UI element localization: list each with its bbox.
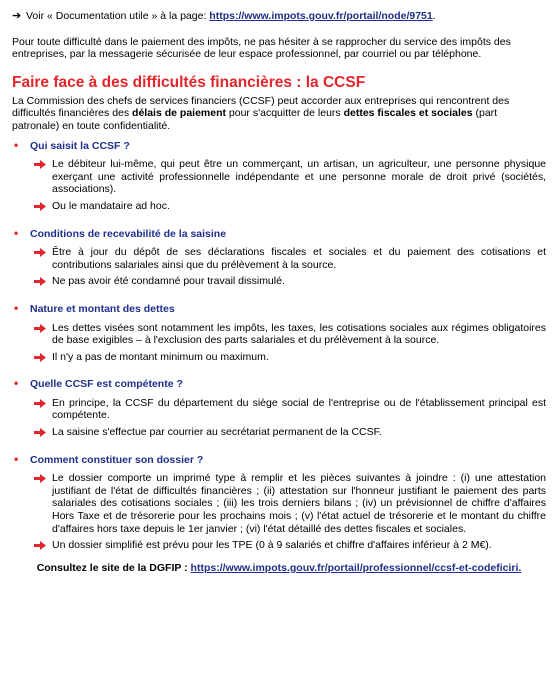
list-item-text: Un dossier simplifié est prévu pour les TPE (0 à 9 salariés et chiffre d'affaires inférieur à 2 M€). bbox=[52, 539, 492, 552]
bullet-icon: • bbox=[14, 451, 19, 466]
list-item-text: Être à jour du dépôt de ses déclarations fiscales et sociales et du paiement des cotisations et contributions salariales ainsi que du prélèvement à la source. bbox=[52, 246, 546, 271]
section-dossier bbox=[12, 453, 546, 552]
list-item bbox=[34, 200, 546, 213]
section-title: Qui saisit la CCSF ? bbox=[30, 139, 130, 152]
list-item-text: Il n'y a pas de montant minimum ou maximum. bbox=[52, 350, 269, 363]
section-items bbox=[34, 246, 546, 288]
red-arrow-icon bbox=[34, 275, 52, 286]
section-title-row bbox=[12, 302, 546, 316]
bullet-icon: • bbox=[14, 300, 19, 315]
list-item bbox=[34, 246, 546, 271]
documentation-line bbox=[12, 10, 546, 23]
arrow-right-icon: ➔ bbox=[12, 10, 22, 22]
section-ccsf-competente bbox=[12, 377, 546, 438]
section-title-row bbox=[12, 227, 546, 241]
list-item-text: Ou le mandataire ad hoc. bbox=[52, 199, 170, 212]
lead-paragraph bbox=[12, 95, 546, 133]
intro-paragraph: Pour toute difficulté dans le paiement des impôts, ne pas hésiter à se rapprocher du service des impôts des entreprises, par la messagerie sécurisée de leur espace professionnel, par courriel ou par téléphone. bbox=[12, 35, 511, 61]
section-title-row bbox=[12, 377, 546, 391]
lead-text-1: La Commission des chefs de services financiers (CCSF) peut accorder aux entreprises qui rencontrent des difficultés financières des bbox=[12, 94, 510, 120]
list-item-text: En principe, la CCSF du département du siège social de l'entreprise ou de l'établissement principal est compétente. bbox=[52, 396, 546, 422]
footer-link[interactable]: https://www.impots.gouv.fr/portail/professionnel/ccsf-et-codeficiri. bbox=[190, 561, 522, 574]
list-item-text: Le dossier comporte un imprimé type à remplir et les pièces suivantes à joindre : (i) une attestation justifiant de l'état de difficultés financières ; (ii) attestation sur l'honneur justifiant le paiement des parts salariales des cotisations sociales ; (iii) les trois derniers bilans ; (iv) un prévisionnel de chiffre d'affaires Hors Taxe et de trésorerie pour les prochains mois ; (v) l'état actuel de trésorerie et le montant du chiffre d'affaires hors taxe depuis le 1er janvier ; (vi) l'état détaillé des dettes fiscales et sociales. bbox=[52, 472, 546, 535]
section-qui-saisit bbox=[12, 139, 546, 213]
section-items bbox=[34, 397, 546, 439]
section-title: Conditions de recevabilité de la saisine bbox=[30, 227, 227, 240]
documentation-suffix: . bbox=[432, 10, 436, 22]
red-arrow-icon bbox=[34, 158, 52, 169]
section-title: Quelle CCSF est compétente ? bbox=[30, 378, 183, 391]
red-arrow-icon bbox=[34, 246, 52, 257]
lead-text-3: (part patronale) en toute confidentialité. bbox=[12, 107, 498, 132]
lead-bold-1: délais de paiement bbox=[132, 107, 226, 120]
section-items bbox=[34, 158, 546, 212]
list-item bbox=[34, 275, 546, 288]
section-items bbox=[34, 322, 546, 364]
list-item bbox=[34, 539, 546, 552]
list-item bbox=[34, 397, 546, 422]
list-item-text: La saisine s'effectue par courrier au secrétariat permanent de la CCSF. bbox=[52, 426, 382, 439]
list-item-text: Les dettes visées sont notamment les impôts, les taxes, les cotisations sociales aux régimes obligatoires de base exigibles – à l'exclusion des parts salariales et du prélèvement à la source. bbox=[52, 321, 546, 347]
red-arrow-icon bbox=[34, 539, 52, 550]
page-heading: Faire face à des difficultés financières : la CCSF bbox=[12, 73, 366, 91]
lead-text-2: pour s'acquitter de leurs bbox=[226, 107, 344, 120]
section-nature-dettes bbox=[12, 302, 546, 363]
list-item-text: Ne pas avoir été condamné pour travail dissimulé. bbox=[52, 275, 285, 288]
bullet-icon: • bbox=[14, 225, 19, 240]
section-items bbox=[34, 472, 546, 552]
footer-label: Consultez le site de la DGFIP : bbox=[36, 561, 191, 574]
list-item-text: Le débiteur lui-même, qui peut être un commerçant, un artisan, un agriculteur, une personne physique exerçant une activité professionnelle indépendante et une personne morale de droit privé (sociétés, associations). bbox=[52, 158, 546, 196]
list-item bbox=[34, 158, 546, 196]
lead-bold-2: dettes fiscales et sociales bbox=[343, 107, 473, 120]
red-arrow-icon bbox=[34, 322, 52, 333]
list-item bbox=[34, 472, 546, 535]
section-title-row bbox=[12, 139, 546, 153]
section-title-row bbox=[12, 453, 546, 467]
red-arrow-icon bbox=[34, 351, 52, 362]
red-arrow-icon bbox=[34, 397, 52, 408]
documentation-link[interactable]: https://www.impots.gouv.fr/portail/node/9751 bbox=[209, 10, 433, 22]
bullet-icon: • bbox=[14, 376, 19, 391]
documentation-prefix: Voir « Documentation utile » à la page: bbox=[26, 10, 210, 22]
red-arrow-icon bbox=[34, 200, 52, 211]
bullet-icon: • bbox=[14, 137, 19, 152]
section-recevabilite bbox=[12, 227, 546, 288]
red-arrow-icon bbox=[34, 426, 52, 437]
section-title: Nature et montant des dettes bbox=[30, 302, 175, 315]
red-arrow-icon bbox=[34, 472, 52, 483]
documentation-text bbox=[26, 10, 436, 23]
footer-line bbox=[12, 562, 546, 575]
list-item bbox=[34, 426, 546, 439]
section-title: Comment constituer son dossier ? bbox=[30, 453, 204, 466]
list-item bbox=[34, 322, 546, 347]
list-item bbox=[34, 351, 546, 364]
